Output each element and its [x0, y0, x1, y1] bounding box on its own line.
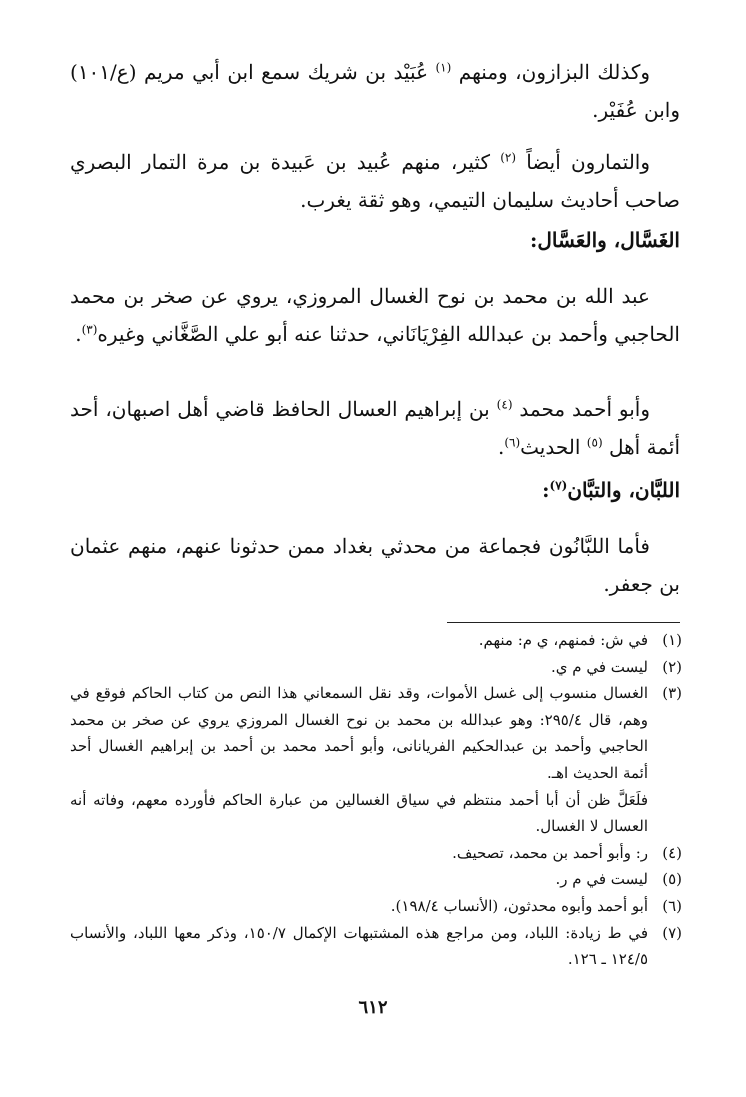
heading-text: : [542, 478, 550, 502]
footnote-item [70, 920, 682, 973]
paragraph-text: . [497, 435, 505, 459]
footnote-item [70, 627, 682, 654]
footnote-text: في ط زيادة: اللباد، ومن مراجع هذه المشتبهات الإكمال ١٥٠/٧، وذكر معها اللباد، والأنساب ١٢٤/٥ ـ ١٢٦. [70, 923, 649, 969]
footnote-number: (٥) [662, 870, 682, 889]
footnote-number: (٦) [662, 896, 682, 915]
paragraph-labbanun [70, 527, 680, 603]
paragraph-text: كثير، منهم عُبيد بن عَبيدة بن مرة التمار البصري صاحب أحاديث سليمان التيمي، وهو ثقة يغرب. [70, 150, 680, 212]
paragraph-text: عُبَيْد بن شريك سمع ابن أبي مريم (ع/١٠١) وابن عُفَيْر. [70, 60, 680, 122]
footnote-number: (١) [662, 631, 682, 649]
footnote-text: أبو أحمد وأبوه محدثون، (الأنساب ١٩٨/٤). [390, 896, 648, 915]
footnote-text-part: الغسال منسوب إلى غسل الأموات، وقد نقل السمعاني هذا النص من كتاب الحاكم فوقع في وهم، قال ٢٩٥/٤: وهو عبدالله بن محمد بن نوح الغسال المروزي يروي عن صخر بن محمد الحاجبي وأحمد بن عبدالحكيم الفريانانى، وأبو أحمد محمد بن أحمد بن إبراهيم الغسال أحد أئمة الحديث اهـ. [70, 684, 649, 782]
footnote-ref: (٥) [586, 435, 603, 450]
footnote-text: ليست في م ر. [555, 870, 648, 889]
paragraph-text: عبد الله بن محمد بن نوح الغسال المروزي، يروي عن صخر بن محمد الحاجبي وأحمد بن عبدالله الفِرْيَانَاني، حدثنا عنه أبو علي الصَّغَّاني وغيره [70, 284, 680, 346]
footnote-ref: (١) [435, 60, 452, 75]
footnote-text [70, 680, 648, 840]
footnote-item [70, 840, 682, 867]
paragraph-text: فأما اللبَّانُون فجماعة من محدثي بغداد ممن حدثونا عنهم، منهم عثمان بن جعفر. [70, 534, 680, 596]
paragraph-text: وكذلك البزازون، ومنهم [458, 60, 651, 84]
paragraph-text: الحديث [520, 435, 581, 459]
section-heading-labban [542, 478, 680, 502]
footnotes [70, 627, 682, 973]
paragraph-text: والتمارون أيضاً [526, 150, 651, 174]
paragraph-abdullah-ghassal [70, 277, 680, 353]
footnote-item [70, 893, 682, 920]
paragraph-text: بن إبراهيم العسال الحافظ قاضي أهل اصبهان، أحد أئمة أهل [70, 397, 680, 459]
footnote-ref: (٧) [549, 478, 568, 493]
footnote-text: ر: وأبو أحمد بن محمد، تصحيف. [452, 843, 648, 862]
paragraph-abu-ahmad [70, 390, 680, 466]
footnote-number: (٤) [662, 843, 682, 862]
footnote-ref: (٢) [500, 150, 517, 165]
paragraph-text: . [75, 322, 82, 346]
footnote-ref: (٦) [504, 435, 521, 450]
page-number: ٦١٢ [358, 997, 388, 1018]
footnote-number: (٣) [662, 684, 682, 703]
footnote-item [70, 866, 682, 893]
footnote-text: في ش: فمنهم، ي م: منهم. [478, 631, 648, 649]
footnote-text-part: فلَعَلَّ ظن أن أبا أحمد منتظم في سياق الغسالين من عبارة الحاكم فأورده معهم، وفاته أنه العسال لا الغسال. [70, 790, 648, 836]
footnote-item [70, 680, 682, 840]
paragraph-text: وأبو أحمد محمد [519, 397, 651, 421]
paragraph-tammarun [70, 143, 680, 219]
paragraph-bazzazun [70, 53, 680, 129]
footnote-item [70, 654, 682, 681]
footnote-number: (٢) [662, 657, 682, 676]
footnote-ref: (٣) [81, 322, 98, 337]
footnote-separator [447, 622, 680, 623]
footnote-text: ليست في م ي. [551, 657, 648, 676]
footnote-number: (٧) [662, 923, 682, 942]
heading-text: اللبَّان، والتبَّان [567, 478, 680, 502]
section-heading-ghassal: الغَسَّال، والعَسَّال: [530, 228, 680, 252]
footnote-ref: (٤) [496, 397, 513, 412]
